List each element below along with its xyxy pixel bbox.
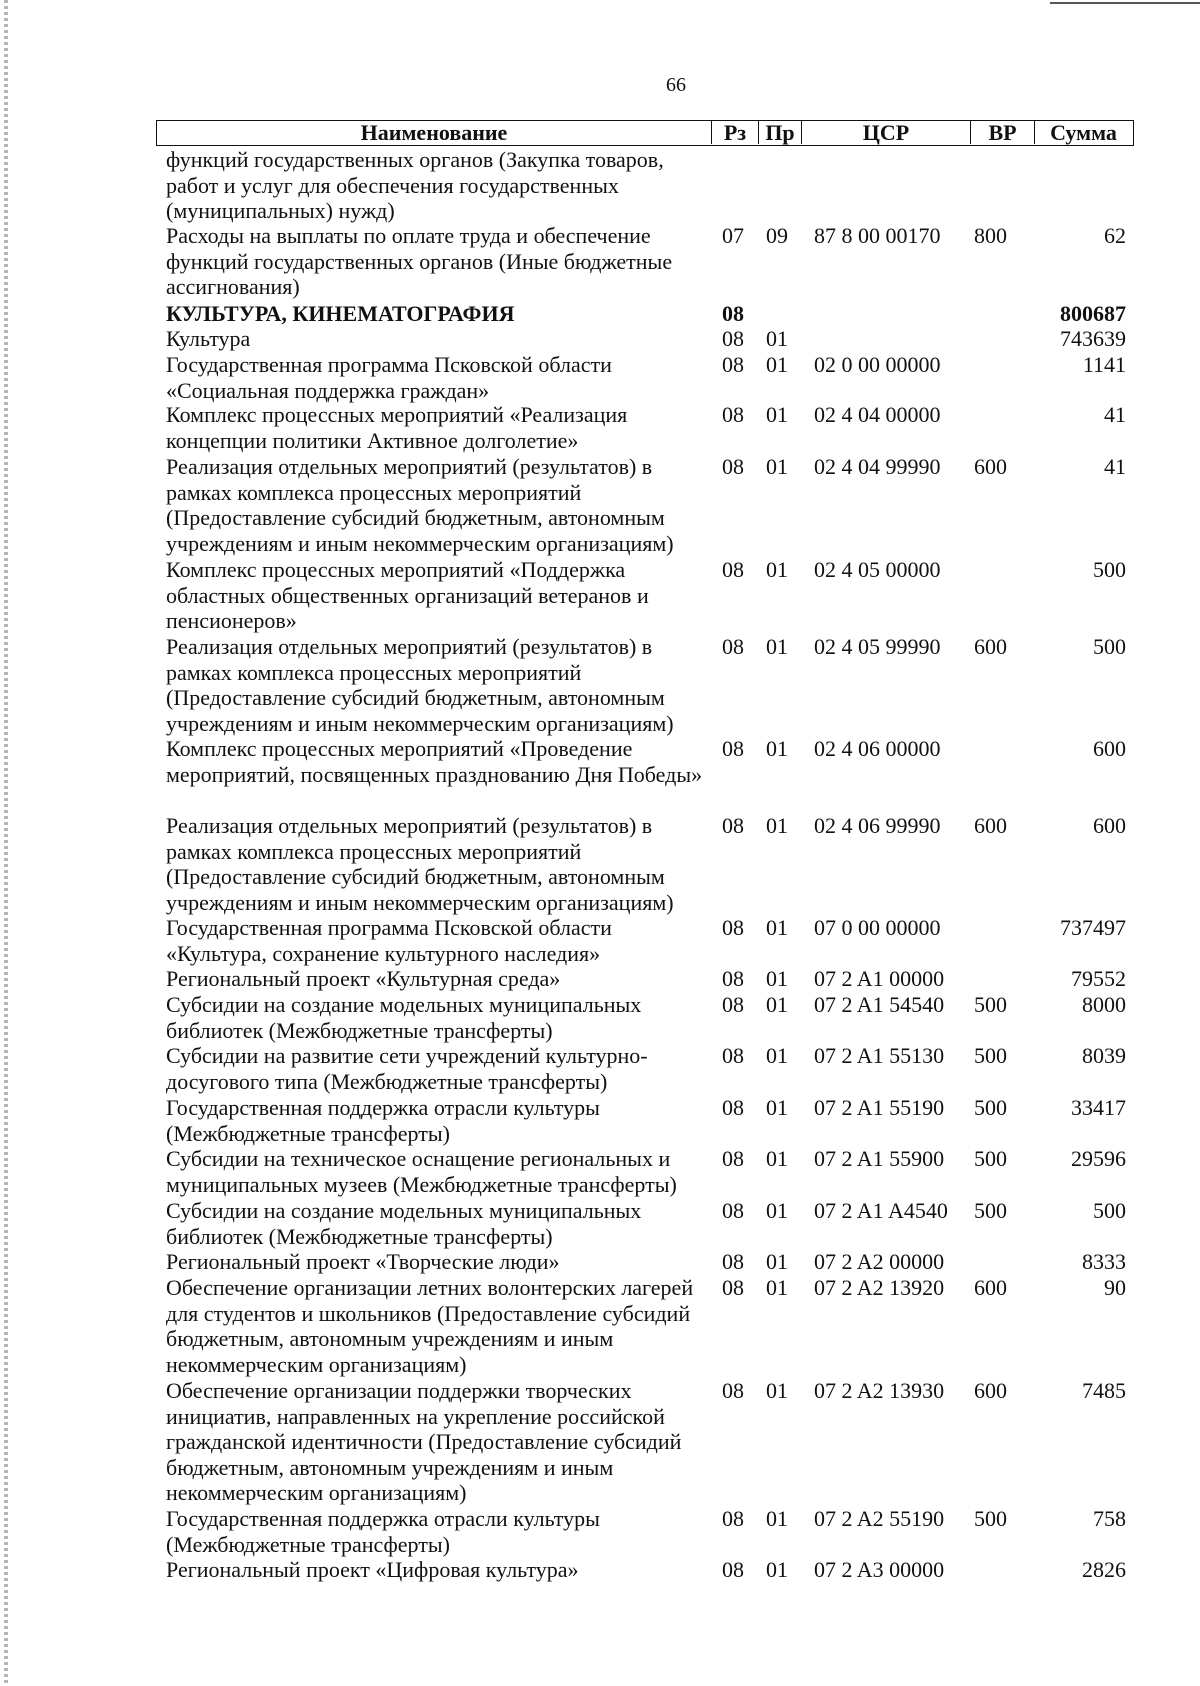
row-name: Обеспечение организации летних волонтерских лагерей для студентов и школьников (Предоставление субсидий бюджетным, автономным учреждениям и иным некоммерческим организациям)	[166, 1275, 694, 1377]
row-pr: 09	[766, 223, 788, 248]
header-name: Наименование	[157, 121, 712, 144]
row-name: Обеспечение организации поддержки творческих инициатив, направленных на укрепление российской гражданской идентичности (Предоставление субсидий бюджетным, автономным учреждениям и иным некоммерческим организациям)	[166, 1378, 682, 1506]
row-pr: 01	[766, 1557, 788, 1582]
row-csr: 02 4 06 00000	[814, 736, 941, 761]
row-rz: 08	[722, 1146, 744, 1171]
row-csr: 87 8 00 00170	[814, 223, 941, 248]
row-rz: 07	[722, 223, 744, 248]
row-rz: 08	[722, 1198, 744, 1223]
row-sum: 62	[1104, 223, 1126, 248]
row-pr: 01	[766, 326, 788, 351]
row-csr: 07 2 A3 00000	[814, 1557, 945, 1582]
row-rz: 08	[722, 1506, 744, 1531]
row-pr: 01	[766, 992, 788, 1017]
row-name: Культура	[166, 326, 251, 351]
table-header	[156, 120, 1134, 146]
row-pr: 01	[766, 1043, 788, 1068]
row-pr: 01	[766, 1198, 788, 1223]
row-name: Государственная поддержка отрасли культуры (Межбюджетные трансферты)	[166, 1095, 600, 1146]
row-rz: 08	[722, 1275, 744, 1300]
row-sum: 758	[1093, 1506, 1126, 1531]
row-sum: 500	[1093, 1198, 1126, 1223]
row-sum: 8039	[1082, 1043, 1126, 1068]
row-sum: 79552	[1071, 966, 1126, 991]
row-vr: 500	[974, 1146, 1007, 1171]
row-csr: 07 2 A2 00000	[814, 1249, 945, 1274]
row-rz: 08	[722, 1043, 744, 1068]
row-pr: 01	[766, 813, 788, 838]
row-pr: 01	[766, 1249, 788, 1274]
row-sum: 600	[1093, 736, 1126, 761]
row-vr: 500	[974, 1043, 1007, 1068]
row-csr: 02 4 05 99990	[814, 634, 941, 659]
row-pr: 01	[766, 1146, 788, 1171]
row-rz: 08	[722, 326, 744, 351]
row-name: Государственная программа Псковской области «Культура, сохранение культурного наследия»	[166, 915, 612, 966]
row-rz: 08	[722, 301, 744, 326]
row-csr: 07 2 A2 13930	[814, 1378, 945, 1403]
row-name: Государственная поддержка отрасли культуры (Межбюджетные трансферты)	[166, 1506, 600, 1557]
row-sum: 1141	[1082, 352, 1126, 377]
row-sum: 90	[1104, 1275, 1126, 1300]
row-sum: 29596	[1071, 1146, 1126, 1171]
row-pr: 01	[766, 634, 788, 659]
row-vr: 600	[974, 1275, 1007, 1300]
row-name: Комплекс процессных мероприятий «Проведение мероприятий, посвященных празднованию Дня Победы»	[166, 736, 703, 787]
row-rz: 08	[722, 454, 744, 479]
row-rz: 08	[722, 352, 744, 377]
page-number: 66	[666, 74, 686, 96]
header-vr: ВР	[971, 121, 1035, 144]
scan-edge-top	[1050, 2, 1200, 4]
row-sum: 737497	[1060, 915, 1126, 940]
row-name: Реализация отдельных мероприятий (результатов) в рамках комплекса процессных мероприятий (Предоставление субсидий бюджетным, автономным учреждениям и иным некоммерческим организациям)	[166, 454, 674, 556]
row-name: Государственная программа Псковской области «Социальная поддержка граждан»	[166, 352, 612, 403]
header-rz: Рз	[712, 121, 759, 144]
row-csr: 02 4 04 99990	[814, 454, 941, 479]
row-csr: 07 2 A2 13920	[814, 1275, 945, 1300]
row-rz: 08	[722, 1249, 744, 1274]
row-vr: 600	[974, 813, 1007, 838]
row-pr: 01	[766, 1275, 788, 1300]
row-sum: 800687	[1060, 301, 1126, 326]
row-csr: 07 0 00 00000	[814, 915, 941, 940]
row-name: Региональный проект «Цифровая культура»	[166, 1557, 579, 1582]
row-sum: 41	[1104, 402, 1126, 427]
row-csr: 07 2 A1 55190	[814, 1095, 945, 1120]
row-sum: 7485	[1082, 1378, 1126, 1403]
row-pr: 01	[766, 402, 788, 427]
row-vr: 500	[974, 1198, 1007, 1223]
row-vr: 500	[974, 992, 1007, 1017]
row-name: Комплекс процессных мероприятий «Поддержка областных общественных организаций ветеранов и пенсионеров»	[166, 557, 649, 634]
row-csr: 07 2 A1 55900	[814, 1146, 945, 1171]
row-sum: 33417	[1071, 1095, 1126, 1120]
row-csr: 07 2 A1 54540	[814, 992, 945, 1017]
row-csr: 02 4 06 99990	[814, 813, 941, 838]
row-pr: 01	[766, 454, 788, 479]
row-csr: 07 2 A1 00000	[814, 966, 945, 991]
header-pr: Пр	[759, 121, 802, 144]
row-pr: 01	[766, 915, 788, 940]
row-sum: 743639	[1060, 326, 1126, 351]
row-name: функций государственных органов (Закупка товаров, работ и услуг для обеспечения государственных (муниципальных) нужд)	[166, 147, 664, 224]
row-name: Субсидии на техническое оснащение региональных и муниципальных музеев (Межбюджетные трансферты)	[166, 1146, 677, 1197]
row-vr: 500	[974, 1095, 1007, 1120]
row-rz: 08	[722, 402, 744, 427]
row-rz: 08	[722, 557, 744, 582]
row-csr: 02 4 04 00000	[814, 402, 941, 427]
row-rz: 08	[722, 915, 744, 940]
row-name: Реализация отдельных мероприятий (результатов) в рамках комплекса процессных мероприятий (Предоставление субсидий бюджетным, автономным учреждениям и иным некоммерческим организациям)	[166, 634, 674, 736]
row-sum: 500	[1093, 557, 1126, 582]
row-vr: 600	[974, 1378, 1007, 1403]
row-sum: 41	[1104, 454, 1126, 479]
row-rz: 08	[722, 1095, 744, 1120]
row-pr: 01	[766, 736, 788, 761]
row-name: Региональный проект «Творческие люди»	[166, 1249, 560, 1274]
row-sum: 8333	[1082, 1249, 1126, 1274]
row-pr: 01	[766, 1506, 788, 1531]
row-rz: 08	[722, 1557, 744, 1582]
row-csr: 02 0 00 00000	[814, 352, 941, 377]
row-pr: 01	[766, 1378, 788, 1403]
row-vr: 600	[974, 454, 1007, 479]
scan-edge	[4, 0, 8, 1686]
row-csr: 07 2 A1 55130	[814, 1043, 945, 1068]
row-rz: 08	[722, 992, 744, 1017]
row-csr: 02 4 05 00000	[814, 557, 941, 582]
row-name: Региональный проект «Культурная среда»	[166, 966, 561, 991]
row-pr: 01	[766, 352, 788, 377]
row-vr: 500	[974, 1506, 1007, 1531]
header-csr: ЦСР	[802, 121, 971, 144]
row-rz: 08	[722, 813, 744, 838]
row-rz: 08	[722, 634, 744, 659]
row-pr: 01	[766, 966, 788, 991]
row-name: Комплекс процессных мероприятий «Реализация концепции политики Активное долголетие»	[166, 402, 628, 453]
row-sum: 8000	[1082, 992, 1126, 1017]
row-pr: 01	[766, 557, 788, 582]
row-csr: 07 2 A1 A4540	[814, 1198, 948, 1223]
row-name: Расходы на выплаты по оплате труда и обеспечение функций государственных органов (Иные бюджетные ассигнования)	[166, 223, 673, 300]
row-name: КУЛЬТУРА, КИНЕМАТОГРАФИЯ	[166, 301, 515, 326]
row-vr: 600	[974, 634, 1007, 659]
row-name: Реализация отдельных мероприятий (результатов) в рамках комплекса процессных мероприятий (Предоставление субсидий бюджетным, автономным учреждениям и иным некоммерческим организациям)	[166, 813, 674, 915]
row-rz: 08	[722, 1378, 744, 1403]
row-rz: 08	[722, 736, 744, 761]
header-sum: Сумма	[1050, 120, 1117, 145]
row-name: Субсидии на развитие сети учреждений культурно-досугового типа (Межбюджетные трансферты)	[166, 1043, 648, 1094]
row-vr: 800	[974, 223, 1007, 248]
row-csr: 07 2 A2 55190	[814, 1506, 945, 1531]
row-name: Субсидии на создание модельных муниципальных библиотек (Межбюджетные трансферты)	[166, 1198, 642, 1249]
row-rz: 08	[722, 966, 744, 991]
row-pr: 01	[766, 1095, 788, 1120]
row-name: Субсидии на создание модельных муниципальных библиотек (Межбюджетные трансферты)	[166, 992, 642, 1043]
row-sum: 2826	[1082, 1557, 1126, 1582]
row-sum: 500	[1093, 634, 1126, 659]
row-sum: 600	[1093, 813, 1126, 838]
